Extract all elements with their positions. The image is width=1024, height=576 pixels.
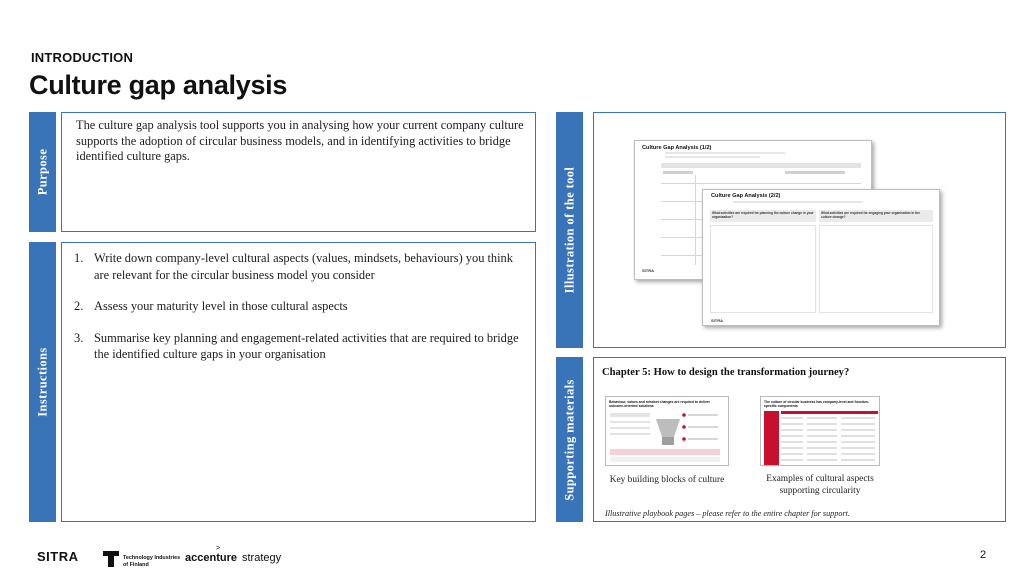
sheet-2-answer-area-2: [819, 225, 933, 313]
sheet-1-logo: SITRA: [642, 268, 654, 273]
supporting-tab-label: Supporting materials: [562, 378, 576, 501]
instruction-text: Summarise key planning and engagement-related activities that are required to bridge the identified culture gaps in your organisation: [94, 330, 519, 361]
strategy-text: strategy: [242, 552, 282, 564]
playbook-thumbnail-1: [605, 396, 729, 466]
purpose-text: The culture gap analysis tool supports you in analysing how your current company culture supports the adoption of circular business models, and in identifying activities to bridge identified culture gaps.: [76, 118, 524, 163]
tool-sheet-2: [702, 189, 940, 326]
instruction-item: [74, 250, 526, 283]
thumbnail-2-caption: Examples of cultural aspects supporting circularity: [766, 474, 874, 496]
thumbnail-2-title: The culture of circular business has company-level and function-specific components: [764, 400, 869, 408]
instruction-item: [74, 330, 526, 363]
sheet-1-col-head: [663, 171, 693, 174]
instruction-item: [74, 298, 526, 315]
accenture-chevron-icon: >: [216, 545, 221, 552]
sheet-1-col-line: [695, 175, 696, 265]
instructions-list: [74, 250, 526, 378]
playbook-thumbnail-2: [760, 396, 880, 466]
instruction-text: Assess your maturity level in those cultural aspects: [94, 299, 348, 313]
technology-industries-logo: [103, 551, 183, 571]
sheet-1-subtext: [665, 156, 760, 158]
sheet-2-question-1-text: What activities are required for planning the culture change in your organisation?: [712, 211, 814, 219]
purpose-tab: [29, 112, 56, 232]
sheet-1-header-bar: [661, 163, 861, 168]
accenture-text: accenture: [185, 552, 237, 564]
instructions-tab: [29, 242, 56, 522]
instruction-number: 3.: [74, 330, 84, 345]
thumbnail-1-title: Behaviour, values and mindset changes are required to deliver outcome-oriented solutions: [609, 400, 711, 408]
illustration-tab-label: Illustration of the tool: [562, 166, 576, 294]
sheet-2-answer-area-1: [710, 225, 816, 313]
instruction-number: 1.: [74, 251, 84, 265]
thumbnail-1-funnel-diagram: [606, 397, 729, 466]
sheet-2-question-1: [710, 210, 816, 222]
sitra-logo: SITRA: [37, 549, 79, 564]
sheet-1-subtext: [665, 152, 785, 154]
instructions-tab-label: Instructions: [35, 347, 49, 417]
purpose-tab-label: Purpose: [35, 148, 49, 196]
thumbnail-1-caption: Key building blocks of culture: [609, 475, 725, 485]
section-kicker: INTRODUCTION: [31, 50, 134, 65]
instruction-text: Write down company-level cultural aspects (values, mindsets, behaviours) you think are relevant for the circular business model you consider: [94, 251, 513, 282]
supporting-note: Illustrative playbook pages – please refer to the entire chapter for support.: [605, 509, 850, 518]
instruction-number: 2.: [74, 299, 84, 313]
sheet-2-subtext: [733, 201, 863, 203]
page-number: 2: [980, 549, 987, 561]
sheet-1-title: Culture Gap Analysis (1/2): [642, 145, 712, 151]
sheet-2-title: Culture Gap Analysis (2/2): [711, 193, 781, 199]
sheet-1-col-head: [785, 171, 845, 174]
technology-industries-text-2: of Finland: [123, 562, 149, 568]
supporting-tab: [556, 357, 583, 522]
sheet-1-row-line: [661, 183, 861, 184]
sheet-2-logo: SITRA: [711, 318, 723, 323]
thumbnail-2-table: [761, 397, 880, 466]
page-title: Culture gap analysis: [29, 70, 288, 100]
sheet-2-question-2: [819, 210, 933, 222]
sheet-2-question-2-text: What activities are required for engaging your organisation in the culture change?: [821, 211, 921, 219]
chapter-title: Chapter 5: How to design the transformation journey?: [602, 367, 850, 378]
illustration-tab: [556, 112, 583, 348]
technology-industries-mark: [103, 551, 119, 567]
technology-industries-text-1: Technology Industries: [123, 555, 181, 561]
